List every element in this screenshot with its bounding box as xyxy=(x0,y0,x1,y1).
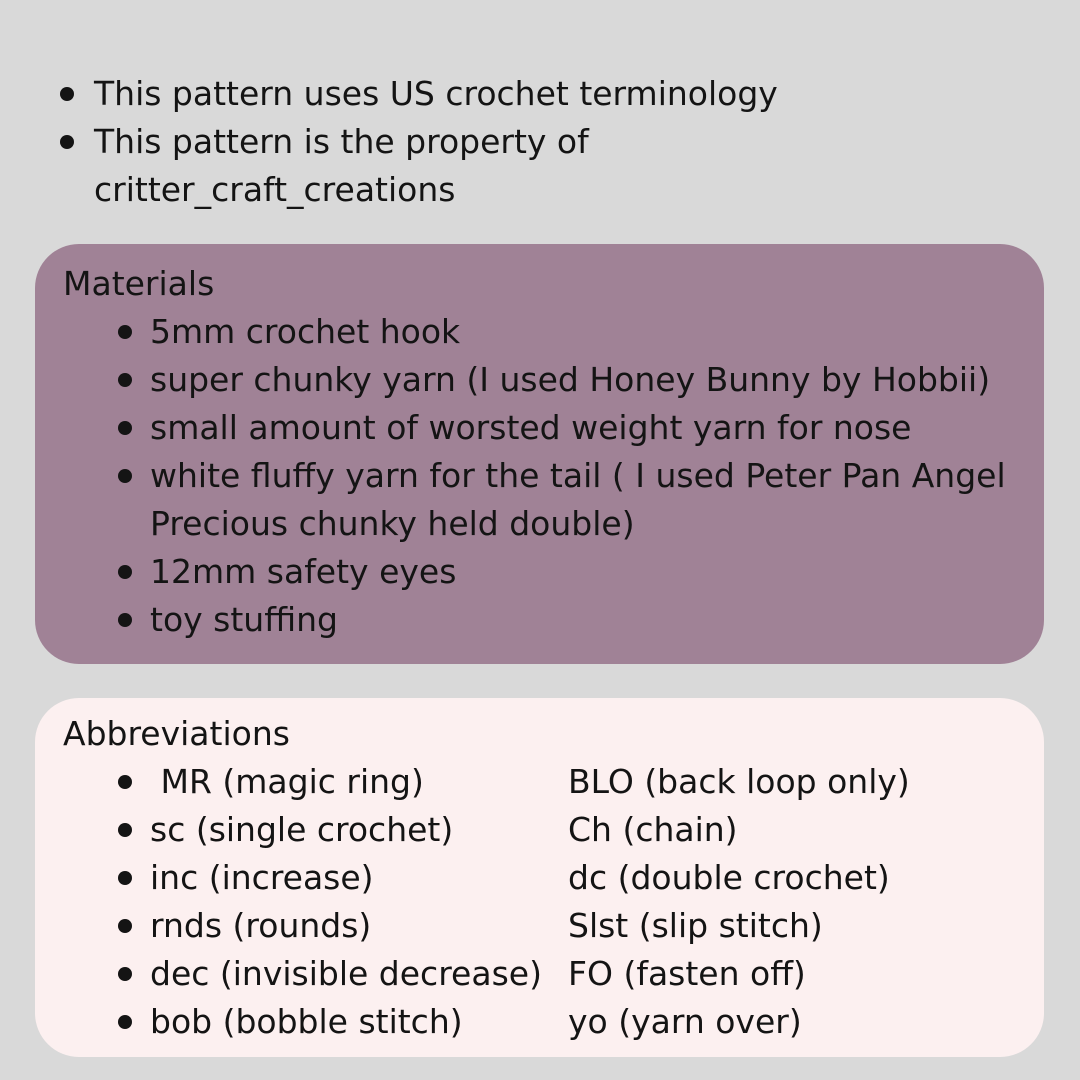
abbreviation-item: Ch (chain) xyxy=(568,810,738,849)
intro-item xyxy=(60,118,1020,214)
materials-item-text: small amount of worsted weight yarn for nose xyxy=(150,408,912,447)
bullet-icon xyxy=(118,565,132,579)
materials-item-text: 12mm safety eyes xyxy=(150,552,457,591)
abbreviation-text: inc (increase) xyxy=(150,858,374,897)
abbreviation-item xyxy=(118,758,568,806)
bullet-icon xyxy=(60,135,74,149)
abbreviation-item: yo (yarn over) xyxy=(568,1002,802,1041)
abbreviation-item: Slst (slip stitch) xyxy=(568,906,823,945)
abbreviation-item: dc (double crochet) xyxy=(568,858,890,897)
materials-item xyxy=(118,308,1050,356)
bullet-icon xyxy=(118,469,132,483)
materials-panel xyxy=(35,244,1044,664)
materials-item xyxy=(118,356,1050,404)
materials-item xyxy=(118,596,1050,644)
bullet-icon xyxy=(118,919,132,933)
bullet-icon xyxy=(118,823,132,837)
abbreviation-item xyxy=(118,854,568,902)
abbreviations-right-column xyxy=(568,758,910,1046)
intro-list xyxy=(60,70,1020,214)
intro-item xyxy=(60,70,1020,118)
materials-item-text: 5mm crochet hook xyxy=(150,312,461,351)
bullet-icon xyxy=(118,1015,132,1029)
bullet-icon xyxy=(118,325,132,339)
abbreviation-item: FO (fasten off) xyxy=(568,954,806,993)
abbreviation-text: sc (single crochet) xyxy=(150,810,454,849)
abbreviation-item xyxy=(118,950,568,998)
abbreviation-text: rnds (rounds) xyxy=(150,906,372,945)
materials-item-text: super chunky yarn (I used Honey Bunny by Hobbii) xyxy=(150,360,991,399)
materials-item xyxy=(118,404,1050,452)
intro-item-text: This pattern is the property of critter_craft_creations xyxy=(94,122,589,209)
bullet-icon xyxy=(118,373,132,387)
materials-item xyxy=(118,452,1050,548)
bullet-icon xyxy=(118,871,132,885)
abbreviation-text: dec (invisible decrease) xyxy=(150,954,542,993)
intro-item-text: This pattern uses US crochet terminology xyxy=(94,74,778,113)
abbreviation-text: bob (bobble stitch) xyxy=(150,1002,463,1041)
bullet-icon xyxy=(118,421,132,435)
abbreviations-title: Abbreviations xyxy=(63,714,290,753)
abbreviation-item: BLO (back loop only) xyxy=(568,762,910,801)
materials-item xyxy=(118,548,1050,596)
abbreviation-item xyxy=(118,902,568,950)
abbreviations-grid xyxy=(118,758,1044,1046)
bullet-icon xyxy=(60,87,74,101)
bullet-icon xyxy=(118,967,132,981)
abbreviation-item xyxy=(118,806,568,854)
materials-list xyxy=(118,308,1044,644)
bullet-icon xyxy=(118,775,132,789)
materials-item-text: white fluffy yarn for the tail ( I used Peter Pan Angel Precious chunky held double) xyxy=(150,456,1006,543)
materials-item-text: toy stuffing xyxy=(150,600,338,639)
abbreviations-panel xyxy=(35,698,1044,1057)
bullet-icon xyxy=(118,613,132,627)
abbreviation-item xyxy=(118,998,568,1046)
materials-title: Materials xyxy=(63,264,215,303)
abbreviations-left-column xyxy=(118,758,568,1046)
abbreviation-text: MR (magic ring) xyxy=(150,762,424,801)
